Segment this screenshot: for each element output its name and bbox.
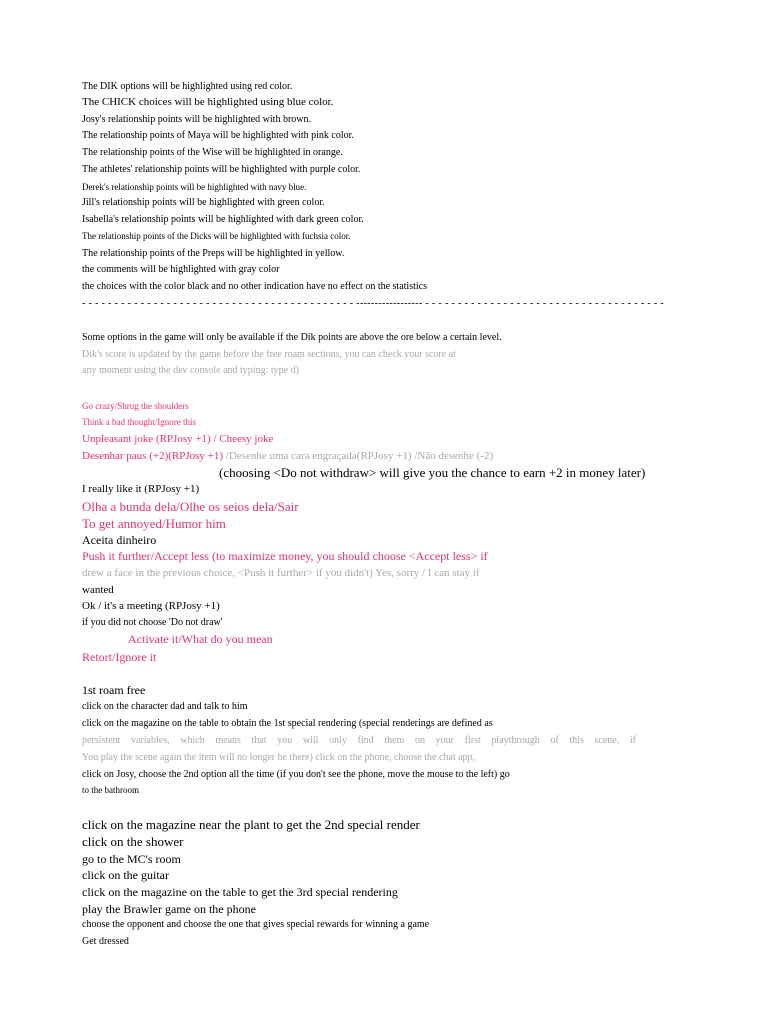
- roam-step: click on the character dad and talk to him: [82, 701, 248, 712]
- legend-line: The relationship points of the Preps will be highlighted in yellow.: [82, 248, 345, 259]
- roam-step: go to the MC's room: [82, 852, 181, 866]
- roam-step: click on the magazine on the table to obtain the 1st special rendering (special renderings are defined as: [82, 718, 493, 729]
- choice-dik: Push it further/Accept less (to maximize money, you should choose <Accept less> if: [82, 549, 488, 563]
- roam-step: Get dressed: [82, 936, 129, 947]
- choice-neutral: Aceita dinheiro: [82, 533, 157, 547]
- choice-comment: /Desenhe uma cara engraçada(RPJosy +1) /Não desenhe (-2): [225, 450, 494, 462]
- choice-neutral: if you did not choose 'Do not draw': [82, 617, 223, 628]
- legend-line: Isabella's relationship points will be highlighted with dark green color.: [82, 214, 364, 225]
- legend-line: The relationship points of the Dicks will be highlighted with fuchsia color.: [82, 231, 351, 241]
- legend-line: the comments will be highlighted with gray color: [82, 264, 280, 275]
- intro-comment: Dik's score is updated by the game before the free roam sections, you can check your score at: [82, 349, 456, 360]
- choice-comment: drew a face in the previous choice, <Push it further> if you didn't) Yes, sorry / I can stay if: [82, 567, 480, 579]
- choice-neutral: wanted: [82, 584, 114, 596]
- choice-dik: Desenhar paus (+2)(RPJosy +1): [82, 450, 226, 462]
- roam-step: click on Josy, choose the 2nd option all the time (if you don't see the phone, move the mouse to the left) go: [82, 769, 510, 780]
- legend-line: The relationship points of the Wise will be highlighted in orange.: [82, 147, 343, 158]
- choice-dik: Retort/Ignore it: [82, 650, 157, 664]
- roam-step: click on the magazine on the table to get the 3rd special rendering: [82, 885, 398, 899]
- choice-dik: Think a bad thought/Ignore this: [82, 417, 196, 427]
- choice-dik: Unpleasant joke (RPJosy +1) / Cheesy joke: [82, 433, 274, 445]
- intro-comment: any moment using the dev console and typing: type d): [82, 365, 299, 376]
- legend-line: The relationship points of Maya will be highlighted with pink color.: [82, 130, 354, 141]
- roam-step: to the bathroom: [82, 785, 139, 795]
- choice-line: [82, 451, 493, 462]
- roam-step: play the Brawler game on the phone: [82, 902, 256, 916]
- section-heading: 1st roam free: [82, 683, 146, 697]
- roam-step: click on the shower: [82, 834, 184, 849]
- roam-comment: persistent variables, which means that you will only find them on your first playthrough of this scene, if: [82, 735, 636, 746]
- roam-step: click on the magazine near the plant to get the 2nd special render: [82, 817, 420, 832]
- legend-line: Derek's relationship points will be highlighted with navy blue.: [82, 182, 307, 192]
- dashed-divider: - - - - - - - - - - - - - - - - - - - - - - - - - - - - - - - - - - - - - - - - - - ------------------ - - - - - - - - - - - - - - - - - - - - - - - - - - - - - - - - - - - - -: [82, 298, 665, 309]
- roam-comment: You play the scene again the item will no longer be there) click on the phone, choose the chat app,: [82, 752, 476, 763]
- choice-dik: Olha a bunda dela/Olhe os seios dela/Sair: [82, 499, 299, 514]
- choice-neutral: I really like it (RPJosy +1): [82, 483, 200, 495]
- choice-neutral: Ok / it's a meeting (RPJosy +1): [82, 600, 220, 612]
- roam-step: choose the opponent and choose the one that gives special rewards for winning a game: [82, 919, 430, 930]
- choice-note: (choosing <Do not withdraw> will give you the chance to earn +2 in money later): [219, 465, 646, 480]
- roam-step: click on the guitar: [82, 868, 169, 882]
- choice-dik: Go crazy/Shrug the shoulders: [82, 401, 189, 411]
- legend-line: the choices with the color black and no other indication have no effect on the statistics: [82, 281, 427, 292]
- legend-line: The DIK options will be highlighted using red color.: [82, 81, 293, 92]
- legend-line: Jill's relationship points will be highlighted with green color.: [82, 197, 325, 208]
- choice-dik: To get annoyed/Humor him: [82, 516, 226, 531]
- legend-line: The CHICK choices will be highlighted using blue color.: [82, 96, 334, 108]
- legend-line: The athletes' relationship points will be highlighted with purple color.: [82, 164, 361, 175]
- legend-line: Josy's relationship points will be highlighted with brown.: [82, 114, 312, 125]
- intro-line: Some options in the game will only be available if the Dik points are above the ore below a certain level.: [82, 332, 502, 343]
- choice-dik: Activate it/What do you mean: [128, 632, 273, 646]
